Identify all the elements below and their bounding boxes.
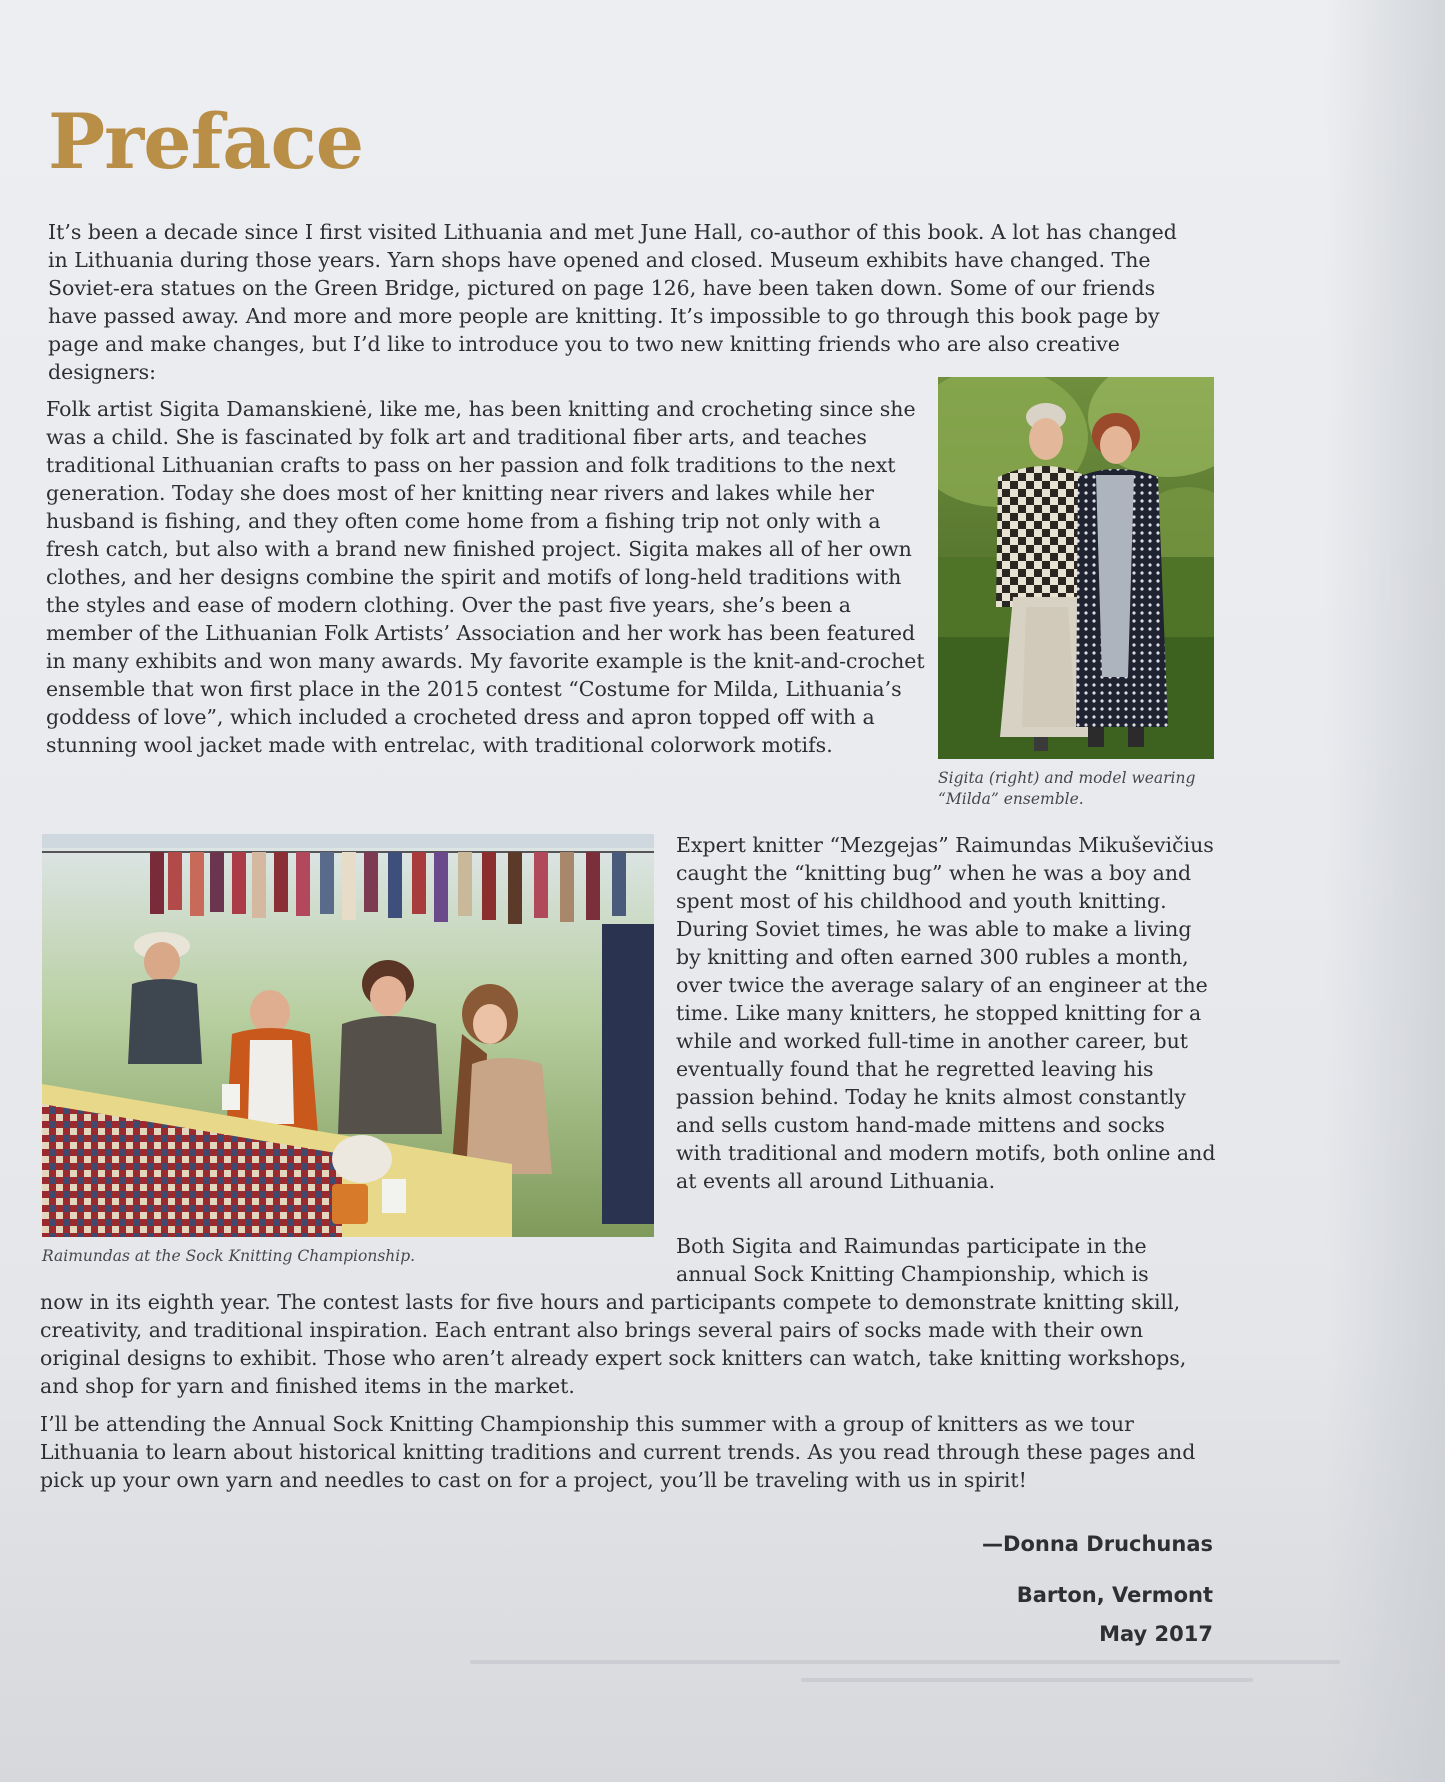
signature-date: May 2017 <box>1099 1622 1213 1646</box>
championship-paragraph-rest: now in its eighth year. The contest lasts for five hours and participants compete to demonstrate knitting skill, creativity, and traditional inspiration. Each entrant also brings several pairs of socks made with their own original designs to exhibit. Those who aren’t already expert sock knitters can watch, take knitting workshops, and shop for yarn and finished items in the market. <box>40 1290 1187 1398</box>
sigita-photo <box>938 377 1214 759</box>
sigita-photo-caption: Sigita (right) and model wearing “Milda” ensemble. <box>938 769 1196 808</box>
intro-paragraph: It’s been a decade since I first visited Lithuania and met June Hall, co-author of this book. A lot has changed in Lithuania during those years. Yarn shops have opened and closed. Museum exhibits have changed. The Soviet-era statues on the Green Bridge, pictured on page 126, have been taken down. Some of our friends have passed away. And more and more people are knitting. It’s impossible to go through this book page by page and make changes, but I’d like to introduce you to two new knitting friends who are also creative designers: <box>48 220 1177 384</box>
raimundas-paragraph: Expert knitter “Mezgejas” Raimundas Mikuševičius caught the “knitting bug” when he was a boy and spent most of his childhood and youth knitting. During Soviet times, he was able to make a living by knitting and often earned 300 rubles a month, over twice the average salary of an engineer at the time. Like many knitters, he stopped knitting for a while and worked full-time in another career, but eventually found that he regretted leaving his passion behind. Today he knits almost constantly and sells custom hand-made mittens and socks with traditional and modern motifs, both online and at events all around Lithuania. <box>676 833 1216 1193</box>
closing-paragraph: I’ll be attending the Annual Sock Knitting Championship this summer with a group of knitters as we tour Lithuania to learn about historical knitting traditions and current trends. As you read through these pages and pick up your own yarn and needles to cast on for a project, you’ll be traveling with us in spirit! <box>40 1412 1196 1492</box>
page-title: Preface <box>48 97 364 186</box>
championship-paragraph-start: Both Sigita and Raimundas participate in the annual Sock Knitting Championship, which is <box>676 1234 1149 1286</box>
show-through-text <box>470 1660 1340 1720</box>
championship-photo-caption: Raimundas at the Sock Knitting Championship. <box>42 1247 416 1265</box>
signature-place: Barton, Vermont <box>1016 1583 1213 1607</box>
page-shadow <box>1325 0 1445 1782</box>
sigita-paragraph: Folk artist Sigita Damanskienė, like me, has been knitting and crocheting since she was a child. She is fascinated by folk art and traditional fiber arts, and teaches traditional Lithuanian crafts to pass on her passion and folk traditions to the next generation. Today she does most of her knitting near rivers and lakes while her husband is fishing, and they often come home from a fishing trip not only with a fresh catch, but also with a brand new finished project. Sigita makes all of her own clothes, and her designs combine the spirit and motifs of long-held traditions with the styles and ease of modern clothing. Over the past five years, she’s been a member of the Lithuanian Folk Artists’ Association and her work has been featured in many exhibits and won many awards. My favorite example is the knit-and-crochet ensemble that won first place in the 2015 contest “Costume for Milda, Lithuania’s goddess of love”, which included a crocheted dress and apron topped off with a stunning wool jacket made with entrelac, with traditional colorwork motifs. <box>46 397 925 757</box>
championship-photo <box>42 834 654 1237</box>
author-signature: —Donna Druchunas <box>982 1532 1213 1556</box>
